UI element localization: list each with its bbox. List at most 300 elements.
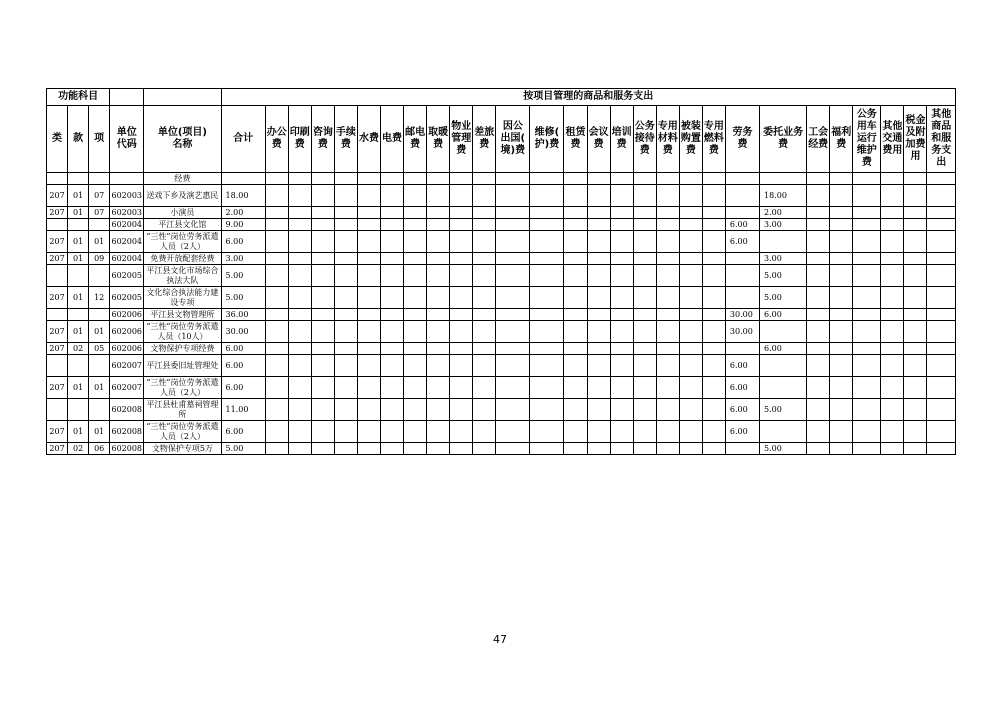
column-header-line: 电费 — [382, 133, 403, 144]
cell — [830, 207, 853, 219]
cell — [587, 219, 610, 231]
column-header — [110, 106, 144, 173]
column-header-line: 劳务 — [732, 127, 753, 138]
cell — [530, 399, 564, 421]
column-header-line: 务支 — [931, 145, 952, 156]
cell-commission-fee: 5.00 — [760, 399, 807, 421]
cell — [587, 309, 610, 321]
cell-commission-fee: 6.00 — [760, 343, 807, 355]
column-header-line: 费 — [410, 139, 421, 150]
column-header-line: 和服 — [931, 133, 952, 144]
cell — [702, 265, 725, 287]
cell — [473, 421, 496, 443]
table-row — [47, 207, 956, 219]
cell — [530, 355, 564, 377]
column-header-line: 咨询 — [312, 127, 333, 138]
cell-func-code — [47, 399, 68, 421]
cell — [334, 173, 357, 185]
cell — [380, 421, 403, 443]
cell — [380, 207, 403, 219]
cell — [679, 377, 702, 399]
cell-total: 6.00 — [221, 377, 265, 399]
column-header — [473, 106, 496, 173]
cell — [656, 265, 679, 287]
cell — [853, 231, 881, 253]
cell — [881, 253, 904, 265]
cell — [881, 219, 904, 231]
column-header-line: 维修( — [534, 127, 560, 138]
cell — [564, 377, 587, 399]
cell — [587, 343, 610, 355]
cell — [311, 421, 334, 443]
cell — [927, 207, 956, 219]
cell — [610, 321, 633, 343]
cell — [311, 207, 334, 219]
cell — [265, 309, 288, 321]
cell — [334, 399, 357, 421]
cell — [473, 185, 496, 207]
cell — [311, 309, 334, 321]
cell — [610, 421, 633, 443]
cell — [830, 421, 853, 443]
column-header-line: 办公 — [266, 127, 287, 138]
cell-func-code: 01 — [89, 321, 110, 343]
table-row — [47, 253, 956, 265]
cell — [904, 173, 927, 185]
cell — [334, 421, 357, 443]
cell — [904, 287, 927, 309]
column-header — [311, 106, 334, 173]
cell — [380, 185, 403, 207]
cell-commission-fee: 5.00 — [760, 287, 807, 309]
cell — [679, 219, 702, 231]
cell — [679, 207, 702, 219]
column-header-line: 费 — [639, 145, 650, 156]
cell — [427, 355, 450, 377]
cell-unit-code: 602006 — [110, 321, 144, 343]
cell — [265, 355, 288, 377]
cell — [656, 343, 679, 355]
cell — [334, 219, 357, 231]
cell-func-code — [47, 173, 68, 185]
cell — [288, 185, 311, 207]
column-header-line: 费 — [737, 139, 748, 150]
cell-func-code: 207 — [47, 321, 68, 343]
column-header — [404, 106, 427, 173]
cell — [265, 253, 288, 265]
cell — [807, 399, 830, 421]
cell — [679, 321, 702, 343]
cell — [702, 173, 725, 185]
cell-func-code: 02 — [68, 343, 89, 355]
cell — [404, 443, 427, 455]
column-header — [265, 106, 288, 173]
column-header-line: 护)费 — [534, 139, 560, 150]
column-header-line: 维护 — [856, 145, 877, 156]
cell — [311, 253, 334, 265]
cell — [380, 355, 403, 377]
cell-unit-code: 602008 — [111, 443, 143, 453]
cell — [807, 207, 830, 219]
cell — [702, 219, 725, 231]
cell — [853, 185, 881, 207]
cell — [881, 399, 904, 421]
cell — [633, 265, 656, 287]
cell — [450, 443, 473, 455]
column-header — [47, 106, 68, 173]
cell — [904, 207, 927, 219]
cell — [610, 399, 633, 421]
cell — [853, 309, 881, 321]
cell-func-code — [47, 219, 68, 231]
cell-unit-name: 文物保护专项5万 — [144, 443, 221, 455]
cell — [473, 399, 496, 421]
column-header-line: 运行 — [856, 133, 877, 144]
cell-commission-fee — [760, 355, 807, 377]
cell — [530, 343, 564, 355]
cell — [830, 185, 853, 207]
header-group-goods: 按项目管理的商品和服务支出 — [221, 89, 955, 106]
cell — [679, 399, 702, 421]
cell — [288, 309, 311, 321]
column-header-line: 费 — [456, 145, 467, 156]
cell — [496, 399, 530, 421]
cell — [450, 173, 473, 185]
cell — [807, 309, 830, 321]
column-header-line: 费 — [340, 139, 351, 150]
cell — [853, 253, 881, 265]
cell-unit-name: 经费 — [144, 173, 221, 185]
cell-func-code — [89, 219, 110, 231]
cell — [633, 219, 656, 231]
column-header — [288, 106, 311, 173]
column-header-line: 差旅 — [474, 127, 495, 138]
cell-total: 6.00 — [221, 421, 265, 443]
cell-func-code: 01 — [68, 287, 89, 309]
cell-unit-code: 602006 — [111, 309, 143, 319]
cell — [427, 219, 450, 231]
cell — [380, 287, 403, 309]
cell — [679, 309, 702, 321]
column-header-line: 其他 — [931, 109, 952, 120]
cell — [564, 343, 587, 355]
column-header-line: 费 — [685, 145, 696, 156]
cell — [496, 185, 530, 207]
cell-total: 6.00 — [221, 231, 265, 253]
cell — [633, 253, 656, 265]
cell — [633, 287, 656, 309]
cell — [311, 377, 334, 399]
cell-unit-name: 文化综合执法能力建设专项 — [144, 287, 221, 309]
cell — [473, 443, 496, 455]
cell — [881, 265, 904, 287]
cell — [427, 253, 450, 265]
cell — [610, 443, 633, 455]
cell-func-code — [89, 399, 110, 421]
cell — [530, 219, 564, 231]
cell-commission-fee: 18.00 — [760, 185, 807, 207]
cell — [881, 355, 904, 377]
cell — [473, 231, 496, 253]
cell — [927, 355, 956, 377]
cell — [334, 287, 357, 309]
cell-unit-name: 平江县杜甫墓祠管理所 — [144, 399, 221, 421]
column-header-line: 代码 — [116, 139, 137, 150]
column-header-line: 类 — [52, 133, 63, 144]
cell — [830, 377, 853, 399]
column-header-line: 委托业务 — [763, 127, 804, 138]
cell — [404, 287, 427, 309]
table-row — [47, 321, 956, 343]
cell-total: 5.00 — [221, 265, 265, 287]
cell — [904, 377, 927, 399]
cell-labor-fee: 30.00 — [725, 309, 759, 321]
cell — [288, 287, 311, 309]
cell — [587, 443, 610, 455]
table-row — [47, 355, 956, 377]
cell — [334, 321, 357, 343]
cell — [357, 343, 380, 355]
cell-func-code — [47, 265, 68, 287]
cell — [311, 231, 334, 253]
column-header-line: 费 — [570, 139, 581, 150]
cell — [530, 321, 564, 343]
cell — [380, 309, 403, 321]
cell-func-code: 207 — [47, 421, 68, 443]
cell — [853, 443, 881, 455]
column-header-line: 因公 — [502, 121, 523, 132]
cell — [427, 321, 450, 343]
cell — [357, 443, 380, 455]
cell — [633, 207, 656, 219]
column-header — [334, 106, 357, 173]
cell — [380, 265, 403, 287]
cell — [656, 173, 679, 185]
cell — [530, 207, 564, 219]
cell-unit-name: 平江县文物管理所 — [144, 309, 221, 321]
cell — [656, 443, 679, 455]
cell — [404, 343, 427, 355]
column-header-line: 合计 — [233, 133, 254, 144]
column-header — [89, 106, 110, 173]
cell-unit-code: 602004 — [110, 231, 144, 253]
cell — [496, 309, 530, 321]
cell — [610, 377, 633, 399]
cell — [881, 173, 904, 185]
cell — [450, 355, 473, 377]
column-header-line: 出国( — [500, 133, 526, 144]
cell — [702, 399, 725, 421]
column-header-line: 加费 — [905, 139, 926, 150]
cell — [633, 377, 656, 399]
cell-total: 36.00 — [221, 309, 265, 321]
cell — [853, 265, 881, 287]
cell — [473, 265, 496, 287]
cell — [265, 321, 288, 343]
column-header — [881, 106, 904, 173]
cell — [807, 321, 830, 343]
cell — [473, 377, 496, 399]
column-header-line: 费 — [294, 139, 305, 150]
cell — [496, 219, 530, 231]
cell — [564, 443, 587, 455]
cell — [904, 185, 927, 207]
table-row — [47, 219, 956, 231]
column-header-line: 专用 — [703, 121, 724, 132]
column-header — [610, 106, 633, 173]
cell — [587, 287, 610, 309]
column-header — [679, 106, 702, 173]
cell — [288, 399, 311, 421]
cell — [679, 265, 702, 287]
cell-unit-code: 602008 — [110, 421, 144, 443]
cell — [496, 343, 530, 355]
cell — [830, 399, 853, 421]
cell — [334, 207, 357, 219]
cell — [807, 343, 830, 355]
column-header-line: 被装 — [680, 121, 701, 132]
column-header — [702, 106, 725, 173]
column-header — [427, 106, 450, 173]
cell — [610, 219, 633, 231]
cell — [853, 421, 881, 443]
cell-func-code: 01 — [68, 231, 89, 253]
cell-labor-fee — [725, 265, 759, 287]
cell — [288, 377, 311, 399]
cell-total: 3.00 — [221, 253, 265, 265]
cell — [702, 309, 725, 321]
cell — [702, 421, 725, 443]
cell — [656, 421, 679, 443]
column-header — [927, 106, 956, 173]
cell — [610, 355, 633, 377]
cell — [904, 309, 927, 321]
cell — [496, 287, 530, 309]
cell — [311, 287, 334, 309]
cell — [427, 265, 450, 287]
column-header-line: 用车 — [856, 121, 877, 132]
cell-func-code — [89, 173, 110, 185]
cell — [564, 207, 587, 219]
cell-labor-fee — [725, 287, 759, 309]
cell-unit-name: 免费开放配套经费 — [144, 253, 221, 265]
column-header-line: 取暖 — [428, 127, 449, 138]
cell — [927, 321, 956, 343]
cell — [830, 443, 853, 455]
cell — [702, 443, 725, 455]
cell — [357, 173, 380, 185]
cell — [610, 309, 633, 321]
cell — [927, 265, 956, 287]
cell-func-code: 207 — [47, 287, 68, 309]
cell-unit-code — [110, 173, 144, 185]
table-row — [47, 287, 956, 309]
cell-unit-code: 602004 — [111, 219, 143, 229]
cell-total: 2.00 — [221, 207, 265, 219]
cell-total: 5.00 — [221, 287, 265, 309]
cell-unit-code: 602006 — [111, 343, 143, 353]
cell — [904, 355, 927, 377]
cell — [334, 265, 357, 287]
cell — [881, 185, 904, 207]
cell — [564, 309, 587, 321]
cell-commission-fee — [760, 231, 807, 253]
cell — [564, 185, 587, 207]
cell — [679, 355, 702, 377]
column-header — [496, 106, 530, 173]
cell — [853, 207, 881, 219]
cell — [473, 321, 496, 343]
cell-func-code: 01 — [89, 377, 110, 399]
cell — [265, 185, 288, 207]
cell — [288, 421, 311, 443]
cell-total: 5.00 — [221, 443, 265, 455]
column-header-line: 出 — [936, 157, 947, 168]
cell — [265, 443, 288, 455]
column-header-line: 费 — [479, 139, 490, 150]
cell — [927, 343, 956, 355]
cell — [679, 421, 702, 443]
column-header-line: 印刷 — [289, 127, 310, 138]
cell — [881, 287, 904, 309]
cell — [311, 219, 334, 231]
cell — [679, 231, 702, 253]
column-header-line: 公务 — [634, 121, 655, 132]
cell — [380, 231, 403, 253]
cell — [564, 173, 587, 185]
column-header-line: 单位 — [116, 127, 137, 138]
cell — [656, 287, 679, 309]
cell — [427, 231, 450, 253]
cell-func-code: 01 — [68, 421, 89, 443]
page-number: 47 — [493, 633, 507, 646]
cell-func-code: 12 — [89, 287, 110, 309]
cell — [404, 219, 427, 231]
cell-commission-fee — [760, 321, 807, 343]
cell — [450, 343, 473, 355]
cell — [334, 443, 357, 455]
table-row — [47, 421, 956, 443]
cell — [380, 173, 403, 185]
cell — [656, 355, 679, 377]
cell — [450, 399, 473, 421]
header-spacer-code — [110, 89, 144, 106]
cell-total: 6.00 — [221, 343, 265, 355]
cell — [702, 321, 725, 343]
column-header-line: 经费 — [808, 139, 829, 150]
cell-labor-fee: 30.00 — [725, 321, 759, 343]
cell-labor-fee — [725, 343, 759, 355]
cell — [633, 173, 656, 185]
cell — [830, 309, 853, 321]
cell-func-code — [47, 355, 68, 377]
cell — [656, 253, 679, 265]
cell-unit-code: 602007 — [110, 377, 144, 399]
cell — [380, 219, 403, 231]
cell — [881, 421, 904, 443]
cell-unit-name: 文物保护专项经费 — [144, 343, 221, 355]
cell — [530, 253, 564, 265]
column-header-line: 费 — [317, 139, 328, 150]
cell — [679, 253, 702, 265]
cell-commission-fee — [760, 173, 807, 185]
column-header-line: 交通 — [882, 133, 903, 144]
column-header-line: 租赁 — [565, 127, 586, 138]
cell — [633, 421, 656, 443]
cell — [288, 219, 311, 231]
budget-table — [46, 88, 956, 455]
cell — [530, 377, 564, 399]
